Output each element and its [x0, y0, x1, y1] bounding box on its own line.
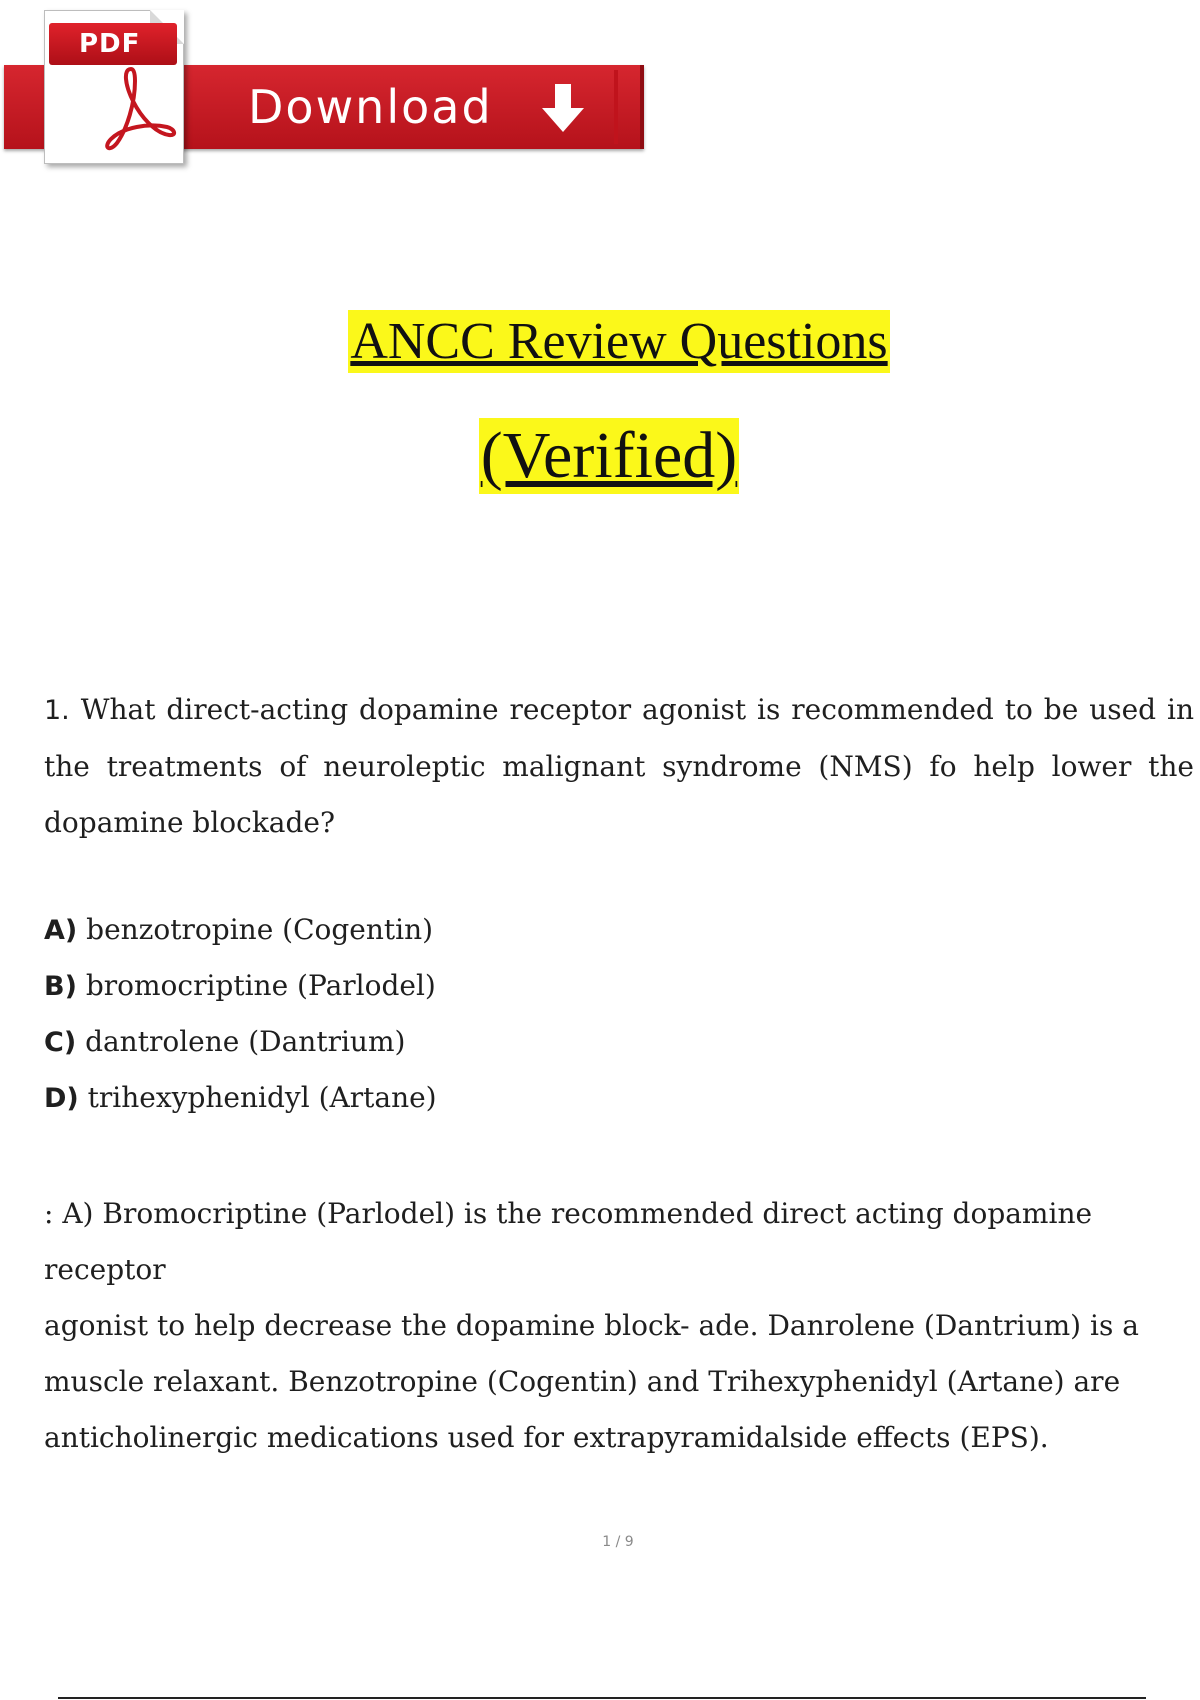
answer-line: : A) Bromocriptine (Parlodel) is the recommended direct acting dopamine receptor	[44, 1197, 1093, 1286]
title-line-2: (Verified)	[480, 419, 738, 492]
acrobat-logo-icon	[97, 63, 177, 153]
pdf-file-icon[interactable]	[44, 10, 184, 164]
option-letter: B)	[44, 971, 77, 1002]
question-number: 1.	[44, 695, 70, 726]
answer-line: anticholinergic medications used for extrapyramidalside effects (EPS).	[44, 1421, 1049, 1454]
question-body: What direct-acting dopamine receptor agonist is recommended to be used in the treatments of neuroleptic malignant syndrome (NMS) fo help lower the dopamine blockade?	[44, 693, 1194, 839]
document-title	[0, 310, 1200, 373]
option-text: trihexyphenidyl (Artane)	[87, 1081, 437, 1114]
answer-line: muscle relaxant. Benzotropine (Cogentin) and Trihexyphenidyl (Artane) are	[44, 1365, 1121, 1398]
option-b	[44, 958, 437, 1014]
page-number: 1 / 9	[602, 1534, 634, 1550]
option-text: benzotropine (Cogentin)	[86, 913, 434, 946]
option-letter: A)	[44, 915, 78, 946]
answer-options	[44, 902, 437, 1126]
option-letter: D)	[44, 1083, 79, 1114]
option-a	[44, 902, 437, 958]
option-text: dantrolene (Dantrium)	[85, 1025, 406, 1058]
page-bottom-divider	[58, 1697, 1146, 1699]
title-line-1: ANCC Review Questions	[348, 310, 889, 373]
banner-divider	[614, 70, 618, 144]
answer-explanation	[44, 1186, 1194, 1466]
option-letter: C)	[44, 1027, 77, 1058]
option-text: bromocriptine (Parlodel)	[85, 969, 436, 1002]
option-c	[44, 1014, 437, 1070]
download-label[interactable]: Download	[248, 80, 493, 134]
down-arrow-icon	[542, 84, 584, 134]
option-d	[44, 1070, 437, 1126]
document-subtitle	[0, 418, 1200, 494]
pdf-tag: PDF	[49, 23, 177, 65]
answer-line: agonist to help decrease the dopamine block- ade. Danrolene (Dantrium) is a	[44, 1309, 1139, 1342]
question-text	[44, 682, 1194, 851]
pdf-download-banner[interactable]	[4, 6, 640, 166]
